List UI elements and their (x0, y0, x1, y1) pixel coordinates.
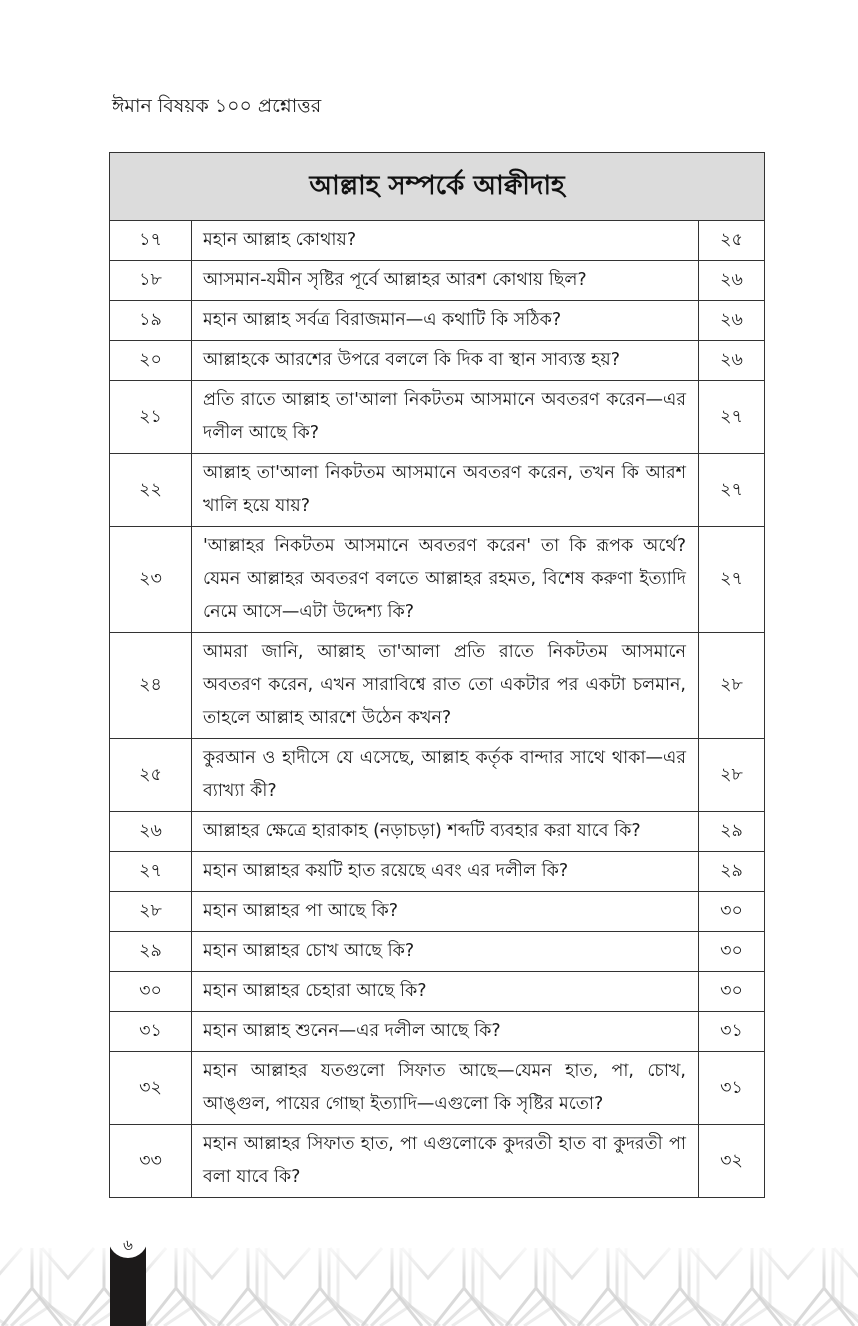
table-row (110, 261, 765, 301)
page-reference: ৩০ (699, 892, 765, 932)
question-text: আল্লাহ তা'আলা নিকটতম আসমানে অবতরণ করেন, তখন কি আরশ খালি হয়ে যায়? (192, 454, 699, 527)
table-row (110, 972, 765, 1012)
table-row (110, 301, 765, 341)
question-number: ২৭ (110, 852, 192, 892)
question-number: ৩০ (110, 972, 192, 1012)
question-number: ১৮ (110, 261, 192, 301)
section-header-row (110, 153, 765, 221)
page-reference: ২৬ (699, 341, 765, 381)
page-reference: ৩১ (699, 1012, 765, 1052)
question-number: ৩৩ (110, 1125, 192, 1198)
question-text: মহান আল্লাহর পা আছে কি? (192, 892, 699, 932)
question-text: মহান আল্লাহ কোথায়? (192, 221, 699, 261)
question-number: ১৭ (110, 221, 192, 261)
question-text: কুরআন ও হাদীসে যে এসেছে, আল্লাহ কর্তৃক বান্দার সাথে থাকা—এর ব্যাখ্যা কী? (192, 739, 699, 812)
page-reference: ৩১ (699, 1052, 765, 1125)
question-number: ২৫ (110, 739, 192, 812)
question-text: মহান আল্লাহর চেহারা আছে কি? (192, 972, 699, 1012)
section-title: আল্লাহ সম্পর্কে আক্বীদাহ (110, 153, 765, 221)
table-row (110, 1052, 765, 1125)
table-row (110, 527, 765, 633)
table-row (110, 1012, 765, 1052)
page-reference: ২৯ (699, 852, 765, 892)
question-text: আসমান-যমীন সৃষ্টির পূর্বে আল্লাহর আরশ কোথায় ছিল? (192, 261, 699, 301)
running-head: ঈমান বিষয়ক ১০০ প্রশ্নোত্তর (112, 95, 322, 117)
table-row (110, 221, 765, 261)
question-text: মহান আল্লাহ শুনেন—এর দলীল আছে কি? (192, 1012, 699, 1052)
question-text: মহান আল্লাহর কয়টি হাত রয়েছে এবং এর দলীল কি? (192, 852, 699, 892)
question-number: ২০ (110, 341, 192, 381)
question-text: মহান আল্লাহর সিফাত হাত, পা এগুলোকে কুদরতী হাত বা কুদরতী পা বলা যাবে কি? (192, 1125, 699, 1198)
question-number: ২৪ (110, 633, 192, 739)
page-reference: ২৬ (699, 301, 765, 341)
contents-table-body (110, 221, 765, 1198)
page-reference: ২৭ (699, 527, 765, 633)
question-number: ২২ (110, 454, 192, 527)
question-text: মহান আল্লাহর যতগুলো সিফাত আছে—যেমন হাত, পা, চোখ, আঙ্গুল, পায়ের গোছা ইত্যাদি—এগুলো কি সৃষ্টির মতো? (192, 1052, 699, 1125)
question-number: ২১ (110, 381, 192, 454)
question-number: ২৮ (110, 892, 192, 932)
question-number: ২৬ (110, 812, 192, 852)
question-text: আল্লাহর ক্ষেত্রে হারাকাহ (নড়াচড়া) শব্দটি ব্যবহার করা যাবে কি? (192, 812, 699, 852)
table-row (110, 454, 765, 527)
contents-table (109, 152, 765, 1198)
question-text: 'আল্লাহর নিকটতম আসমানে অবতরণ করেন' তা কি রূপক অর্থে? যেমন আল্লাহর অবতরণ বলতে আল্লাহর রহমত, বিশেষ করুণা ইত্যাদি নেমে আসে—এটা উদ্দেশ্য কি? (192, 527, 699, 633)
page-reference: ৩২ (699, 1125, 765, 1198)
page-reference: ৩০ (699, 972, 765, 1012)
page-reference: ২৭ (699, 381, 765, 454)
question-number: ১৯ (110, 301, 192, 341)
page-number: ৬ (123, 1236, 133, 1254)
page-reference: ২৮ (699, 739, 765, 812)
question-text: মহান আল্লাহ সর্বত্র বিরাজমান—এ কথাটি কি সঠিক? (192, 301, 699, 341)
question-number: ২৩ (110, 527, 192, 633)
page-reference: ৩০ (699, 932, 765, 972)
table-row (110, 381, 765, 454)
page-reference: ২৬ (699, 261, 765, 301)
table-row (110, 932, 765, 972)
question-text: প্রতি রাতে আল্লাহ তা'আলা নিকটতম আসমানে অবতরণ করেন—এর দলীল আছে কি? (192, 381, 699, 454)
question-text: আল্লাহকে আরশের উপরে বললে কি দিক বা স্থান সাব্যস্ত হয়? (192, 341, 699, 381)
table-row (110, 739, 765, 812)
question-text: আমরা জানি, আল্লাহ তা'আলা প্রতি রাতে নিকটতম আসমানে অবতরণ করেন, এখন সারাবিশ্বে রাত তো একটার পর একটা চলমান, তাহলে আল্লাহ আরশে উঠেন কখন? (192, 633, 699, 739)
question-text: মহান আল্লাহর চোখ আছে কি? (192, 932, 699, 972)
question-number: ৩২ (110, 1052, 192, 1125)
page-reference: ২৫ (699, 221, 765, 261)
table-row (110, 1125, 765, 1198)
question-number: ৩১ (110, 1012, 192, 1052)
table-row (110, 812, 765, 852)
page-reference: ২৯ (699, 812, 765, 852)
table-row (110, 852, 765, 892)
page-reference: ২৭ (699, 454, 765, 527)
page-reference: ২৮ (699, 633, 765, 739)
table-row (110, 341, 765, 381)
table-row (110, 633, 765, 739)
question-number: ২৯ (110, 932, 192, 972)
table-row (110, 892, 765, 932)
